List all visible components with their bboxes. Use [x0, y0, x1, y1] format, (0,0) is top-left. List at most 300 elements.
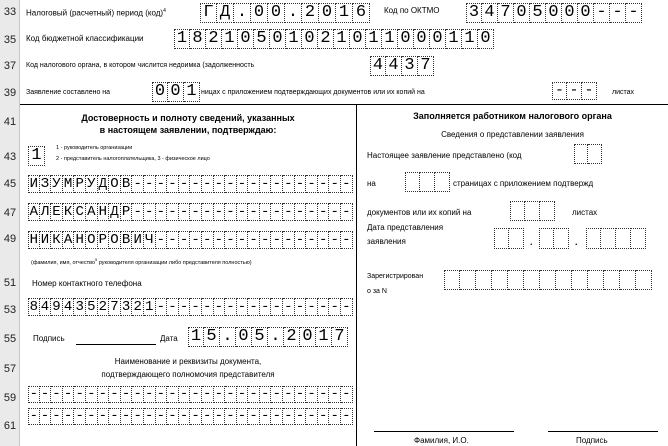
char-cell[interactable]: 8: [190, 29, 206, 49]
char-cell[interactable]: -: [132, 408, 144, 425]
row-number: 47: [3, 207, 17, 219]
char-cell[interactable]: [476, 270, 492, 290]
char-cell[interactable]: .: [234, 3, 251, 23]
char-cell[interactable]: Г: [200, 3, 217, 23]
row-number: 37: [3, 60, 17, 72]
char-cell[interactable]: -: [283, 203, 295, 221]
char-cell[interactable]: -: [237, 175, 249, 193]
char-cell[interactable]: -: [248, 231, 260, 249]
period-cells[interactable]: [200, 3, 370, 23]
char-cell[interactable]: -: [144, 386, 156, 403]
char-cell[interactable]: О: [86, 231, 98, 249]
char-cell[interactable]: -: [306, 231, 318, 249]
char-cell[interactable]: -: [214, 175, 226, 193]
char-cell[interactable]: -: [179, 386, 191, 403]
char-cell[interactable]: 7: [109, 298, 121, 316]
char-cell[interactable]: -: [329, 298, 341, 316]
char-cell[interactable]: -: [225, 175, 237, 193]
char-cell[interactable]: 0: [398, 29, 414, 49]
char-cell[interactable]: Р: [121, 203, 133, 221]
char-cell[interactable]: И: [132, 231, 144, 249]
char-cell[interactable]: -: [74, 386, 86, 403]
char-cell[interactable]: -: [260, 203, 272, 221]
char-cell[interactable]: -: [156, 175, 168, 193]
sign-label: Подпись: [33, 334, 65, 343]
char-cell[interactable]: -: [295, 175, 307, 193]
phone-cells[interactable]: [28, 298, 353, 316]
char-cell[interactable]: 1: [286, 29, 302, 49]
char-cell[interactable]: -: [271, 175, 283, 193]
column-divider: [356, 104, 357, 446]
char-cell[interactable]: -: [594, 3, 610, 23]
char-cell[interactable]: -: [295, 386, 307, 403]
char-cell[interactable]: К: [51, 231, 63, 249]
reg-number-cells[interactable]: [444, 270, 652, 290]
char-cell[interactable]: -: [40, 386, 52, 403]
char-cell[interactable]: [539, 228, 554, 249]
char-cell[interactable]: -: [40, 408, 52, 425]
char-cell[interactable]: М: [63, 175, 75, 193]
char-cell[interactable]: Н: [98, 203, 110, 221]
char-cell[interactable]: Д: [217, 3, 234, 23]
char-cell[interactable]: И: [40, 231, 52, 249]
char-cell[interactable]: Д: [109, 203, 121, 221]
staff-date-label-2: заявления: [367, 237, 406, 246]
char-cell[interactable]: -: [248, 203, 260, 221]
char-cell[interactable]: -: [271, 386, 283, 403]
char-cell[interactable]: -: [225, 408, 237, 425]
char-cell[interactable]: -: [167, 203, 179, 221]
staff-date-month[interactable]: [539, 228, 569, 249]
char-cell[interactable]: -: [202, 231, 214, 249]
char-cell[interactable]: 2: [132, 298, 144, 316]
char-cell[interactable]: -: [202, 386, 214, 403]
patronymic-cells[interactable]: [28, 231, 353, 249]
char-cell[interactable]: 1: [334, 29, 350, 49]
char-cell[interactable]: -: [109, 386, 121, 403]
char-cell[interactable]: -: [190, 231, 202, 249]
char-cell[interactable]: 1: [28, 146, 45, 166]
char-cell[interactable]: -: [202, 175, 214, 193]
char-cell[interactable]: -: [306, 175, 318, 193]
char-cell[interactable]: -: [202, 408, 214, 425]
char-cell[interactable]: -: [167, 175, 179, 193]
row-number: 57: [3, 363, 17, 375]
char-cell[interactable]: -: [248, 408, 260, 425]
char-cell[interactable]: Ч: [144, 231, 156, 249]
char-cell[interactable]: -: [51, 408, 63, 425]
char-cell[interactable]: [574, 144, 588, 164]
char-cell[interactable]: -: [167, 231, 179, 249]
char-cell[interactable]: [540, 270, 556, 290]
char-cell[interactable]: -: [295, 408, 307, 425]
char-cell[interactable]: -: [237, 231, 249, 249]
char-cell[interactable]: 2: [98, 298, 110, 316]
char-cell[interactable]: [588, 270, 604, 290]
char-cell[interactable]: -: [86, 386, 98, 403]
char-cell[interactable]: 1: [316, 327, 332, 347]
staff-pages-cells[interactable]: [405, 172, 450, 192]
char-cell[interactable]: В: [121, 175, 133, 193]
char-cell[interactable]: -: [190, 298, 202, 316]
char-cell[interactable]: 4: [386, 56, 402, 76]
char-cell[interactable]: .: [220, 327, 236, 347]
signer-code-cell[interactable]: [28, 146, 45, 166]
char-cell[interactable]: 7: [498, 3, 514, 23]
char-cell[interactable]: З: [40, 175, 52, 193]
char-cell[interactable]: -: [74, 408, 86, 425]
char-cell[interactable]: [420, 172, 435, 192]
char-cell[interactable]: 6: [353, 3, 370, 23]
char-cell[interactable]: -: [248, 298, 260, 316]
char-cell[interactable]: [556, 270, 572, 290]
char-cell[interactable]: -: [306, 298, 318, 316]
char-cell[interactable]: 0: [236, 327, 252, 347]
staff-sheets-label: листах: [572, 208, 598, 217]
char-cell[interactable]: А: [29, 204, 38, 220]
char-cell[interactable]: -: [295, 298, 307, 316]
char-cell[interactable]: 2: [318, 29, 334, 49]
char-cell[interactable]: -: [260, 386, 272, 403]
char-cell[interactable]: -: [156, 203, 168, 221]
char-cell[interactable]: 4: [482, 3, 498, 23]
char-cell[interactable]: -: [306, 386, 318, 403]
char-cell[interactable]: -: [86, 408, 98, 425]
char-cell[interactable]: -: [341, 203, 353, 221]
sign-line[interactable]: [76, 344, 156, 345]
char-cell[interactable]: В: [121, 231, 133, 249]
char-cell[interactable]: [508, 270, 524, 290]
char-cell[interactable]: -: [225, 203, 237, 221]
char-cell[interactable]: 5: [204, 327, 220, 347]
char-cell[interactable]: -: [179, 231, 191, 249]
char-cell[interactable]: -: [295, 231, 307, 249]
char-cell[interactable]: -: [329, 231, 341, 249]
char-cell[interactable]: -: [190, 408, 202, 425]
char-cell[interactable]: 0: [350, 29, 366, 49]
char-cell[interactable]: -: [225, 298, 237, 316]
char-cell[interactable]: -: [29, 408, 38, 424]
staff-title: Заполняется работником налогового органа: [413, 111, 612, 121]
kbk-cells[interactable]: [174, 29, 494, 49]
char-cell[interactable]: -: [341, 386, 353, 403]
char-cell[interactable]: А: [63, 231, 75, 249]
char-cell[interactable]: [525, 201, 540, 221]
char-cell[interactable]: 2: [206, 29, 222, 49]
doc-row-1[interactable]: [28, 386, 353, 403]
char-cell[interactable]: -: [98, 386, 110, 403]
staff-sign-line[interactable]: [548, 431, 658, 432]
char-cell[interactable]: -: [271, 298, 283, 316]
char-cell[interactable]: 5: [530, 3, 546, 23]
char-cell[interactable]: -: [283, 408, 295, 425]
char-cell[interactable]: 1: [446, 29, 462, 49]
oktmo-cells[interactable]: [466, 3, 642, 23]
char-cell[interactable]: -: [306, 203, 318, 221]
pages-label-mid: ницах с приложением подтверждающих документов или их копий на: [201, 89, 425, 96]
staff-copies-cells[interactable]: [510, 201, 555, 221]
char-cell[interactable]: -: [202, 298, 214, 316]
char-cell[interactable]: 1: [184, 82, 200, 102]
char-cell[interactable]: 5: [86, 298, 98, 316]
surname-cells[interactable]: [28, 175, 353, 193]
char-cell[interactable]: Н: [74, 231, 86, 249]
char-cell[interactable]: -: [121, 408, 133, 425]
char-cell[interactable]: 0: [300, 327, 316, 347]
char-cell[interactable]: Р: [98, 231, 110, 249]
presented-code-cells[interactable]: [574, 144, 602, 164]
char-cell[interactable]: -: [179, 408, 191, 425]
char-cell[interactable]: 9: [51, 298, 63, 316]
doc-row-2[interactable]: [28, 408, 353, 425]
char-cell[interactable]: 0: [270, 29, 286, 49]
char-cell[interactable]: -: [156, 231, 168, 249]
char-cell[interactable]: -: [318, 386, 330, 403]
char-cell[interactable]: [636, 270, 652, 290]
char-cell[interactable]: 0: [414, 29, 430, 49]
char-cell[interactable]: -: [260, 175, 272, 193]
char-cell[interactable]: -: [283, 298, 295, 316]
row-number: 35: [3, 34, 17, 46]
char-cell[interactable]: -: [202, 203, 214, 221]
char-cell[interactable]: 4: [370, 56, 386, 76]
char-cell[interactable]: 0: [268, 3, 285, 23]
char-cell[interactable]: [601, 228, 616, 249]
char-cell[interactable]: С: [74, 203, 86, 221]
char-cell[interactable]: [444, 270, 460, 290]
char-cell[interactable]: -: [132, 203, 144, 221]
char-cell[interactable]: 5: [252, 327, 268, 347]
char-cell[interactable]: Е: [51, 203, 63, 221]
char-cell[interactable]: -: [214, 203, 226, 221]
char-cell[interactable]: -: [190, 175, 202, 193]
char-cell[interactable]: И: [29, 176, 38, 192]
char-cell[interactable]: Д: [98, 175, 110, 193]
char-cell[interactable]: -: [109, 408, 121, 425]
char-cell[interactable]: Н: [29, 232, 38, 248]
char-cell[interactable]: -: [341, 298, 353, 316]
char-cell[interactable]: -: [167, 408, 179, 425]
char-cell[interactable]: -: [283, 231, 295, 249]
char-cell[interactable]: -: [260, 408, 272, 425]
char-cell[interactable]: -: [567, 82, 582, 100]
char-cell[interactable]: -: [237, 386, 249, 403]
confirm-title-2: в настоящем заявлении, подтверждаю:: [99, 125, 277, 135]
char-cell[interactable]: 0: [168, 82, 184, 102]
char-cell[interactable]: [540, 201, 555, 221]
char-cell[interactable]: -: [248, 175, 260, 193]
char-cell[interactable]: 1: [188, 327, 204, 347]
char-cell[interactable]: -: [132, 386, 144, 403]
char-cell[interactable]: 1: [462, 29, 478, 49]
char-cell[interactable]: 1: [382, 29, 398, 49]
char-cell[interactable]: -: [144, 408, 156, 425]
char-cell[interactable]: К: [63, 203, 75, 221]
char-cell[interactable]: 0: [430, 29, 446, 49]
char-cell[interactable]: Р: [74, 175, 86, 193]
char-cell[interactable]: 0: [319, 3, 336, 23]
char-cell[interactable]: -: [98, 408, 110, 425]
char-cell[interactable]: 0: [238, 29, 254, 49]
char-cell[interactable]: -: [271, 408, 283, 425]
char-cell[interactable]: -: [552, 82, 567, 100]
char-cell[interactable]: 3: [121, 298, 133, 316]
char-cell[interactable]: У: [51, 175, 63, 193]
char-cell[interactable]: [620, 270, 636, 290]
fio-note: (фамилия, имя, отчество$^5$ руководителя организации либо представителя полностью): [31, 257, 252, 266]
char-cell[interactable]: 0: [514, 3, 530, 23]
char-cell[interactable]: [405, 172, 420, 192]
char-cell[interactable]: -: [132, 175, 144, 193]
char-cell[interactable]: -: [190, 203, 202, 221]
char-cell[interactable]: .: [285, 3, 302, 23]
char-cell[interactable]: .: [268, 327, 284, 347]
char-cell[interactable]: 2: [302, 3, 319, 23]
char-cell[interactable]: 3: [402, 56, 418, 76]
char-cell[interactable]: 0: [251, 3, 268, 23]
char-cell[interactable]: 4: [63, 298, 75, 316]
staff-fio-line[interactable]: [374, 431, 514, 432]
char-cell[interactable]: 7: [332, 327, 348, 347]
char-cell[interactable]: 2: [284, 327, 300, 347]
char-cell[interactable]: 3: [466, 3, 482, 23]
reg-label-1: Зарегистрирован: [367, 273, 424, 280]
char-cell[interactable]: -: [63, 408, 75, 425]
char-cell[interactable]: [510, 201, 525, 221]
phone-label: Номер контактного телефона: [32, 279, 142, 288]
char-cell[interactable]: 8: [29, 299, 38, 315]
char-cell[interactable]: -: [29, 386, 38, 402]
char-cell[interactable]: -: [51, 386, 63, 403]
char-cell[interactable]: -: [63, 386, 75, 403]
name-cells[interactable]: [28, 203, 353, 221]
char-cell[interactable]: [460, 270, 476, 290]
char-cell[interactable]: 1: [144, 298, 156, 316]
char-cell[interactable]: -: [295, 203, 307, 221]
char-cell[interactable]: -: [329, 408, 341, 425]
char-cell[interactable]: -: [179, 203, 191, 221]
char-cell[interactable]: 0: [578, 3, 594, 23]
char-cell[interactable]: -: [214, 408, 226, 425]
char-cell[interactable]: 1: [222, 29, 238, 49]
char-cell[interactable]: -: [167, 298, 179, 316]
char-cell[interactable]: [494, 228, 509, 249]
date-cells[interactable]: [188, 327, 348, 347]
char-cell[interactable]: [435, 172, 450, 192]
char-cell[interactable]: -: [318, 298, 330, 316]
char-cell[interactable]: 5: [254, 29, 270, 49]
char-cell[interactable]: 7: [418, 56, 434, 76]
char-cell[interactable]: 1: [366, 29, 382, 49]
authority-cells[interactable]: [370, 56, 434, 76]
char-cell[interactable]: 1: [174, 29, 190, 49]
char-cell[interactable]: [524, 270, 540, 290]
row-number: 61: [3, 420, 17, 432]
char-cell[interactable]: -: [190, 386, 202, 403]
char-cell[interactable]: -: [341, 231, 353, 249]
char-cell[interactable]: -: [237, 298, 249, 316]
char-cell[interactable]: -: [582, 82, 597, 100]
char-cell[interactable]: 0: [302, 29, 318, 49]
char-cell[interactable]: -: [260, 298, 272, 316]
char-cell[interactable]: 0: [546, 3, 562, 23]
char-cell[interactable]: [572, 270, 588, 290]
char-cell[interactable]: [588, 144, 602, 164]
char-cell[interactable]: 0: [478, 29, 494, 49]
char-cell[interactable]: -: [214, 231, 226, 249]
char-cell[interactable]: -: [341, 408, 353, 425]
char-cell[interactable]: -: [179, 298, 191, 316]
char-cell[interactable]: 0: [562, 3, 578, 23]
char-cell[interactable]: -: [144, 175, 156, 193]
pages-cells[interactable]: [152, 82, 200, 102]
char-cell[interactable]: -: [318, 231, 330, 249]
char-cell[interactable]: -: [214, 386, 226, 403]
char-cell[interactable]: -: [167, 386, 179, 403]
char-cell[interactable]: -: [144, 203, 156, 221]
char-cell[interactable]: -: [179, 175, 191, 193]
char-cell[interactable]: -: [318, 175, 330, 193]
char-cell[interactable]: -: [306, 408, 318, 425]
char-cell[interactable]: Л: [40, 203, 52, 221]
char-cell[interactable]: -: [214, 298, 226, 316]
char-cell[interactable]: 4: [40, 298, 52, 316]
staff-date-year[interactable]: [586, 228, 646, 249]
char-cell[interactable]: 3: [74, 298, 86, 316]
char-cell[interactable]: -: [626, 3, 642, 23]
char-cell[interactable]: -: [271, 203, 283, 221]
char-cell[interactable]: -: [283, 175, 295, 193]
char-cell[interactable]: 0: [152, 82, 168, 102]
char-cell[interactable]: -: [260, 231, 272, 249]
char-cell[interactable]: [509, 228, 524, 249]
char-cell[interactable]: -: [329, 175, 341, 193]
char-cell[interactable]: [631, 228, 646, 249]
char-cell[interactable]: -: [225, 231, 237, 249]
char-cell[interactable]: [554, 228, 569, 249]
staff-date-day[interactable]: [494, 228, 524, 249]
char-cell[interactable]: -: [121, 386, 133, 403]
char-cell[interactable]: [586, 228, 601, 249]
char-cell[interactable]: У: [86, 175, 98, 193]
char-cell[interactable]: -: [225, 386, 237, 403]
char-cell[interactable]: -: [329, 203, 341, 221]
char-cell[interactable]: [616, 228, 631, 249]
char-cell[interactable]: -: [610, 3, 626, 23]
staff-sign-label: Подпись: [576, 436, 608, 445]
char-cell[interactable]: -: [341, 175, 353, 193]
char-cell[interactable]: -: [283, 386, 295, 403]
char-cell[interactable]: -: [156, 298, 168, 316]
char-cell[interactable]: -: [237, 203, 249, 221]
row-number: 55: [3, 333, 17, 345]
char-cell[interactable]: -: [156, 408, 168, 425]
char-cell[interactable]: 1: [336, 3, 353, 23]
copies-cells[interactable]: [552, 82, 597, 100]
char-cell[interactable]: О: [109, 175, 121, 193]
char-cell[interactable]: -: [318, 408, 330, 425]
char-cell[interactable]: -: [248, 386, 260, 403]
char-cell[interactable]: [492, 270, 508, 290]
char-cell[interactable]: -: [318, 203, 330, 221]
char-cell[interactable]: -: [271, 231, 283, 249]
char-cell[interactable]: А: [86, 203, 98, 221]
char-cell[interactable]: -: [156, 386, 168, 403]
char-cell[interactable]: -: [329, 386, 341, 403]
char-cell[interactable]: О: [109, 231, 121, 249]
char-cell[interactable]: [604, 270, 620, 290]
char-cell[interactable]: -: [237, 408, 249, 425]
